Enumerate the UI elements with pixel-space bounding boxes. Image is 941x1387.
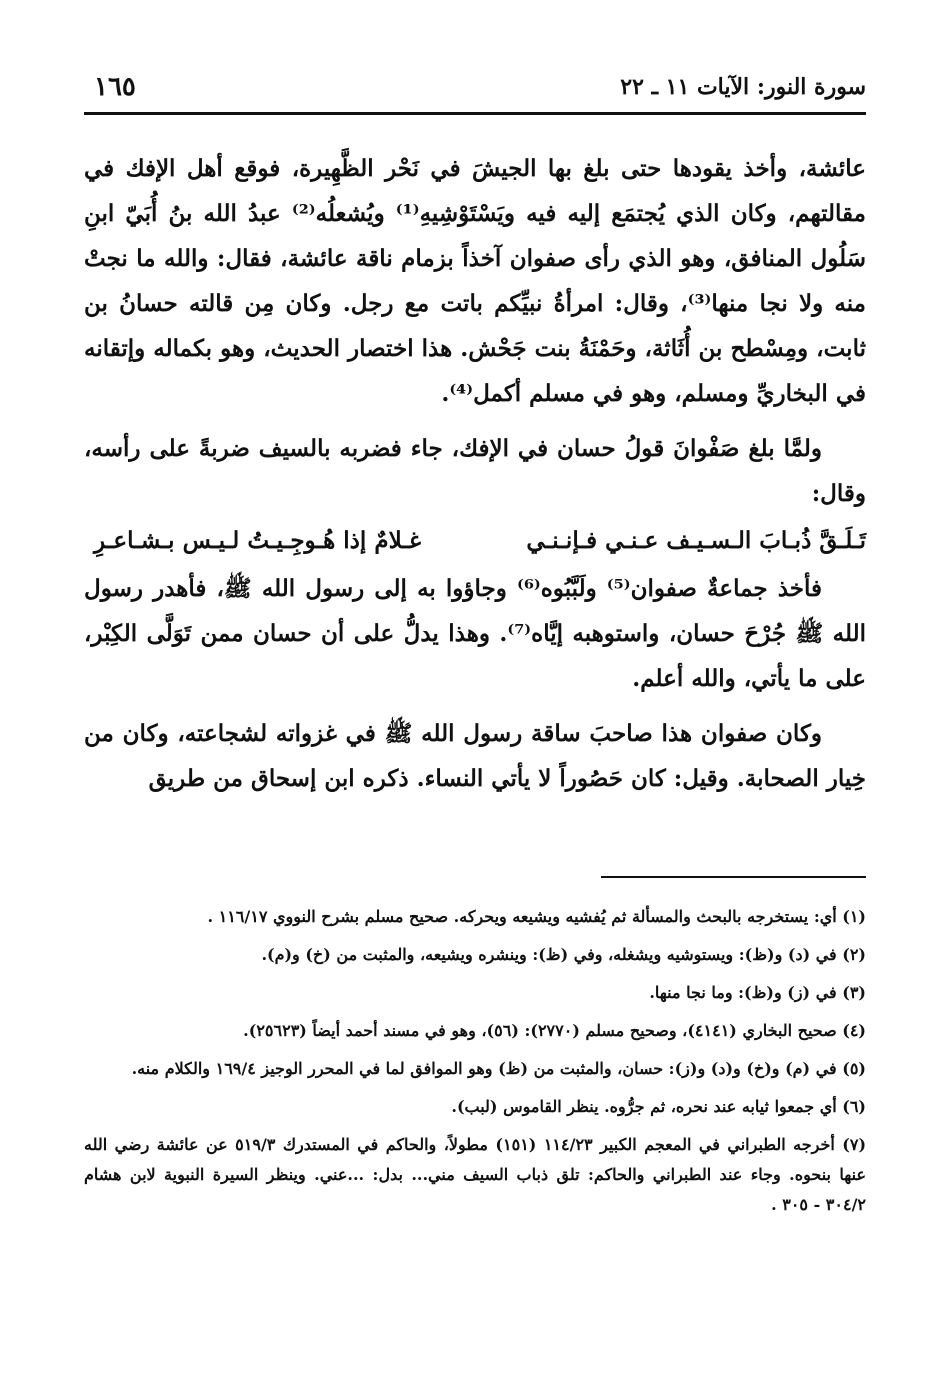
- footnote: (٥) في (م) و(خ) و(د) و(ز): حسان، والمثبت من (ظ) وهو الموافق لما في المحرر الوجيز ١٦٩/٤ والكلام منه.: [131, 1059, 866, 1078]
- footnotes: [84, 902, 866, 1228]
- paragraph: ولمَّا بلغ صَفْوانَ قولُ حسان في الإفك، جاء فضربه بالسيف ضربةً على رأسه، وقال:: [84, 435, 866, 507]
- poem-first-hemistich: تَـلَـقَّ ذُبـابَ الـسـيـف عـنـي فـإنـنـي: [526, 527, 866, 554]
- footnote: (٧) أخرجه الطبراني في المعجم الكبير ١١٤/٢٣ (١٥١) مطولاً، والحاكم في المستدرك ٥١٩/٣ عن عائشة رضي الله عنها بنحوه. وجاء عند الطبراني والحاكم: تلق ذباب السيف مني... بدل: ...عني. وينظر السيرة النبوية لابن هشام ٣٠٤/٢ - ٣٠٥ .: [84, 1135, 867, 1214]
- poem-verse: [84, 516, 866, 566]
- page-number: ١٦٥: [94, 72, 136, 102]
- paragraph: فأخذ جماعةٌ صفوان⁽⁵⁾ ولَبَّبُوه⁽⁶⁾ وجاؤوا به إلى رسول الله ﷺ، فأهدر رسول الله ﷺ جُرْحَ حسان، واستوهبه إيَّاه⁽⁷⁾. وهذا يدلُّ على أن حسان ممن تَوَلَّى الكِبْر، على ما يأتي، والله أعلم.: [84, 575, 866, 692]
- main-text: [84, 146, 866, 801]
- paragraph: عائشة، وأخذ يقودها حتى بلغ بها الجيشَ في نَحْر الظَّهِيرة، فوقع أهل الإفك في مقالتهم، وكان الذي يُجتمَع إليه فيه ويَسْتَوْشِيهِ⁽¹⁾ ويُشعلُه⁽²⁾ عبدُ الله بنُ أُبَيّ ابنِ سَلُول المنافق، وهو الذي رأى صفوان آخذاً بزمام ناقة عائشة، فقال: والله ما نجتْ منه ولا نجا منها⁽³⁾، وقال: امرأةُ نبيِّكم باتت مع رجل. وكان مِن قالته حسانُ بن ثابت، ومِسْطح بن أُثَاثة، وحَمْنَةُ بنت جَحْش. هذا اختصار الحديث، وهو بكماله وإتقانه في البخاريِّ ومسلم، وهو في مسلم أكمل⁽⁴⁾.: [84, 155, 867, 407]
- chapter-title: سورة النور: الآيات ١١ ـ ٢٢: [620, 74, 866, 100]
- running-header: [84, 72, 866, 115]
- footnote-separator: [601, 876, 866, 878]
- paragraph: وكان صفوان هذا صاحبَ ساقة رسول الله ﷺ في غزواته لشجاعته، وكان من خِيار الصحابة. وقيل: كان حَصُوراً لا يأتي النساء. ذكره ابن إسحاق من طريق: [84, 720, 866, 792]
- footnote: (٤) صحيح البخاري (٤١٤١)، وصحيح مسلم (٢٧٧٠): (٥٦)، وهو في مسند أحمد أيضاً (٢٥٦٢٣).: [243, 1021, 866, 1040]
- footnote: (٦) أي جمعوا ثيابه عند نحره، ثم جرُّوه. ينظر القاموس (لبب).: [451, 1097, 866, 1116]
- footnote: (٢) في (د) و(ظ): ويستوشيه ويشغله، وفي (ظ): وينشره ويشيعه، والمثبت من (خ) و(م).: [261, 945, 866, 964]
- footnote: (٣) في (ز) و(ظ): وما نجا منها.: [649, 983, 866, 1002]
- poem-second-hemistich: غـلامٌ إذا هُـوجِـيـتُ لـيـس بـشـاعـرِ: [94, 527, 422, 554]
- footnote: (١) أي: يستخرجه بالبحث والمسألة ثم يُفشيه ويشيعه ويحركه. صحيح مسلم بشرح النووي ١١٦/١٧ .: [207, 907, 866, 926]
